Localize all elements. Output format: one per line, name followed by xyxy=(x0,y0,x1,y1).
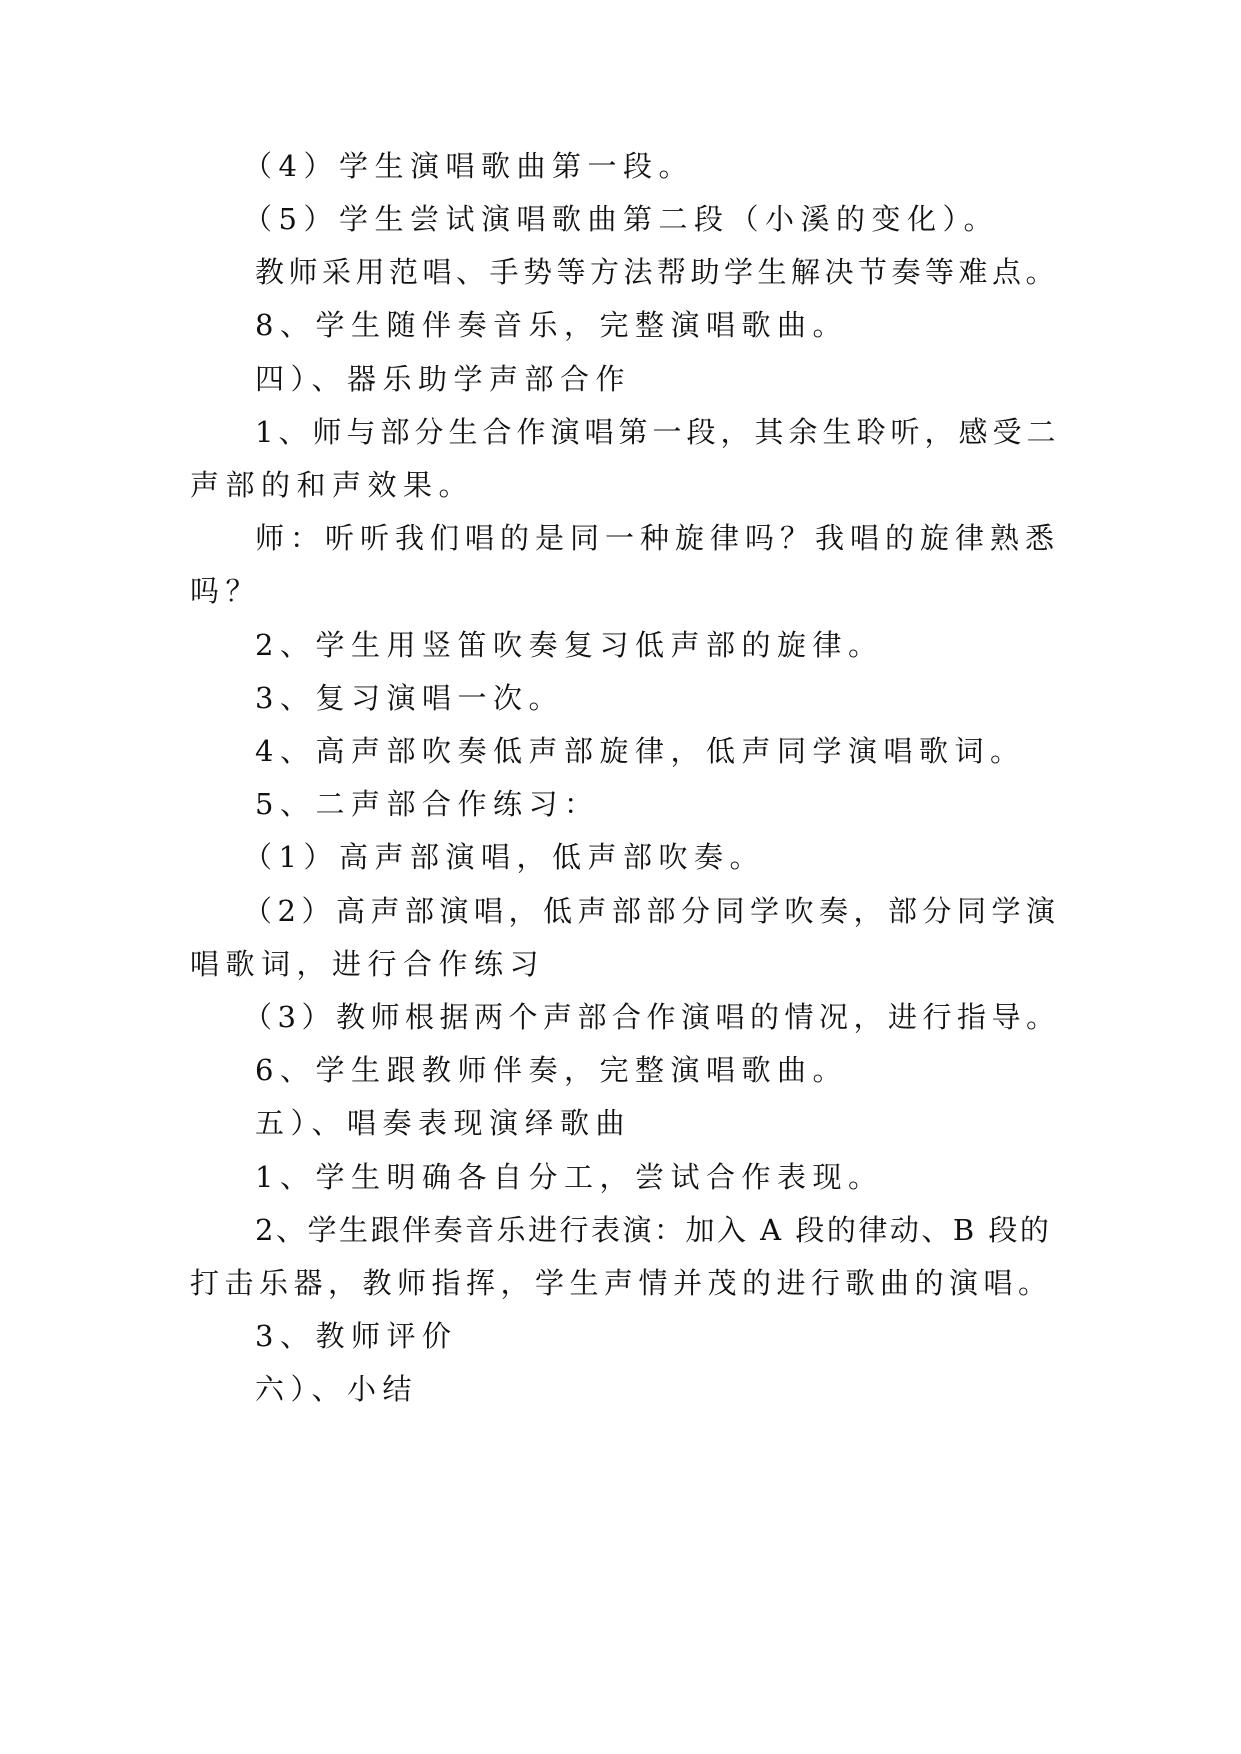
paragraph-line: （5）学生尝试演唱歌曲第二段（小溪的变化）。 xyxy=(243,202,999,236)
paragraph-line: （1）高声部演唱，低声部吹奏。 xyxy=(243,840,765,874)
paragraph-line: 1、师与部分生合作演唱第一段，其余生聆听，感受二 xyxy=(255,415,1061,449)
paragraph-line: 5、二声部合作练习： xyxy=(255,787,600,821)
paragraph-line: 3、复习演唱一次。 xyxy=(255,681,564,715)
paragraph-line: 2、学生跟伴奏音乐进行表演：加入 A 段的律动、B 段的 xyxy=(255,1213,1052,1247)
paragraph-line: （3）教师根据两个声部合作演唱的情况，进行指导。 xyxy=(243,1000,1061,1034)
paragraph-line: 6、学生跟教师伴奏，完整演唱歌曲。 xyxy=(255,1053,848,1087)
section-heading: 六）、小结 xyxy=(255,1372,419,1406)
paragraph-line: 声部的和声效果。 xyxy=(190,468,475,502)
paragraph-line: 2、学生用竖笛吹奏复习低声部的旋律。 xyxy=(255,628,884,662)
paragraph-line: 吗？ xyxy=(190,574,262,608)
section-heading: 五）、唱奏表现演绎歌曲 xyxy=(255,1106,632,1140)
paragraph-line: 3、教师评价 xyxy=(255,1319,458,1353)
paragraph-line: 教师采用范唱、手势等方法帮助学生解决节奏等难点。 xyxy=(255,255,1060,289)
paragraph-line: 师：听听我们唱的是同一种旋律吗？我唱的旋律熟悉 xyxy=(255,521,1061,555)
paragraph-line: （2）高声部演唱，低声部部分同学吹奏，部分同学演 xyxy=(243,894,1061,928)
paragraph-line: 4、高声部吹奏低声部旋律，低声同学演唱歌词。 xyxy=(255,734,1026,768)
paragraph-line: 打击乐器，教师指挥，学生声情并茂的进行歌曲的演唱。 xyxy=(190,1266,1053,1300)
paragraph-line: 1、学生明确各自分工，尝试合作表现。 xyxy=(255,1160,884,1194)
paragraph-line: （4）学生演唱歌曲第一段。 xyxy=(243,149,694,183)
paragraph-line: 8、学生随伴奏音乐，完整演唱歌曲。 xyxy=(255,308,848,342)
section-heading: 四）、器乐助学声部合作 xyxy=(255,362,632,396)
paragraph-line: 唱歌词，进行合作练习 xyxy=(190,947,546,981)
